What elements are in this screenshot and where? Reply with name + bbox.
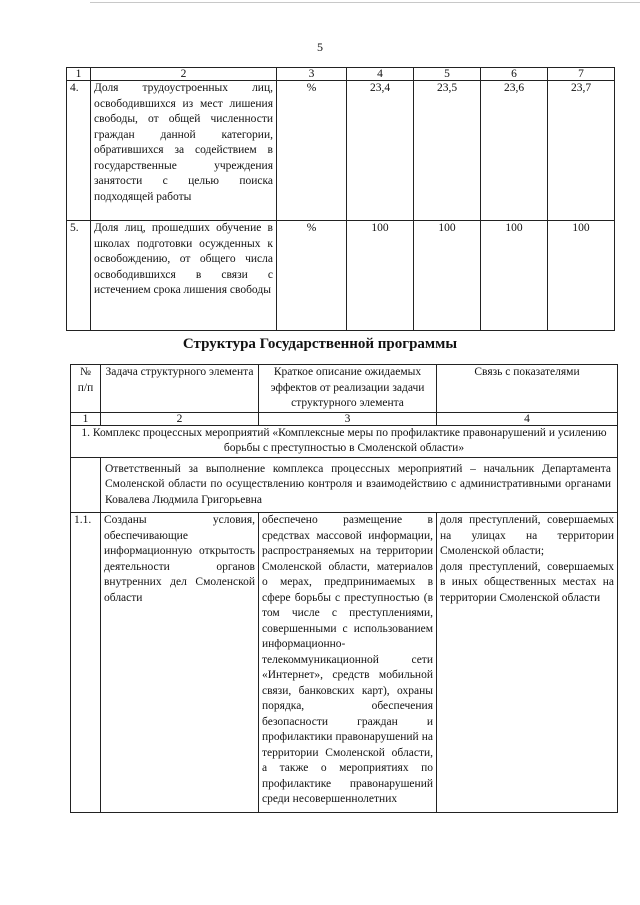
responsible-row [71, 457, 618, 513]
header-link: Связь с показателями [437, 365, 618, 413]
effects-description: обеспечено размещение в средствах массовой информации, распространяемых на территории Смоленской области, материалов о мерах, предпринимаемых в сфере борьбы с преступностью (в том числе с преступлениями, совершенными с использованием информационно-телекоммуникационной сети «Интернет», средств мобильной связи, банковских карт), охраны порядка, обеспечения безопасности граждан и профилактики правонарушений на территории Смоленской области, а также о мероприятиях по профилактике правонарушений среди несовершеннолетних [259, 513, 437, 813]
indicator-link: доля преступлений, совершаемых в иных общественных местах на территории Смоленской области [440, 560, 614, 604]
col-number-7: 7 [548, 68, 615, 81]
column-number-row [71, 412, 618, 425]
indicator-value: 100 [414, 221, 481, 331]
indicator-value: 23,5 [414, 81, 481, 221]
col-number-4: 4 [347, 68, 414, 81]
indicator-value: 23,4 [347, 81, 414, 221]
scan-edge-line [90, 2, 640, 3]
col-number-2: 2 [91, 68, 277, 81]
header-task: Задача структурного элемента [101, 365, 259, 413]
col-number-1: 1 [71, 412, 101, 425]
row-number: 1.1. [71, 513, 101, 813]
indicator-unit: % [277, 221, 347, 331]
table-row [67, 81, 615, 221]
section-heading: 1. Комплекс процессных мероприятий «Комплексные меры по профилактике правонарушений и усилению борьбы с преступностью в Смоленской области» [71, 425, 618, 457]
section-row [71, 425, 618, 457]
indicator-link: доля преступлений, совершаемых на улицах на территории Смоленской области; [440, 514, 614, 557]
col-number-3: 3 [259, 412, 437, 425]
row-number: 5. [67, 221, 91, 331]
column-number-row [67, 68, 615, 81]
col-number-1: 1 [67, 68, 91, 81]
indicator-unit: % [277, 81, 347, 221]
col-number-4: 4 [437, 412, 618, 425]
section-title: Структура Государственной программы [182, 336, 458, 352]
page-number: 5 [317, 40, 323, 54]
indicator-value: 100 [548, 221, 615, 331]
indicator-description: Доля трудоустроенных лиц, освободившихся из мест лишения свободы, от общей численности граждан данной категории, обратившихся за содействием в государственные учреждения занятости с целью поиска подходящей работы [91, 81, 277, 221]
table-row [71, 513, 618, 813]
indicator-value: 23,6 [481, 81, 548, 221]
program-structure-table [70, 364, 618, 813]
col-number-3: 3 [277, 68, 347, 81]
indicator-value: 100 [347, 221, 414, 331]
col-number-6: 6 [481, 68, 548, 81]
responsible-person: Ответственный за выполнение комплекса процессных мероприятий – начальник Департамента Смоленской области по осуществлению контроля и взаимодействию с административными органами Ковалева Людмила Григорьевна [101, 457, 618, 513]
task-description: Созданы условия, обеспечивающие информационную открытость деятельности органов внутренних дел Смоленской области [101, 513, 259, 813]
header-num: № п/п [71, 365, 101, 413]
row-number: 4. [67, 81, 91, 221]
table-row [67, 221, 615, 331]
indicator-description: Доля лиц, прошедших обучение в школах подготовки осужденных к освобождению, от общего числа освободившихся в связи с истечением срока лишения свободы [91, 221, 277, 331]
indicators-table [66, 67, 615, 331]
header-row [71, 365, 618, 413]
indicator-links [437, 513, 618, 813]
indicator-value: 100 [481, 221, 548, 331]
col-number-2: 2 [101, 412, 259, 425]
header-effects: Краткое описание ожидаемых эффектов от реализации задачи структурного элемента [259, 365, 437, 413]
indicator-value: 23,7 [548, 81, 615, 221]
col-number-5: 5 [414, 68, 481, 81]
